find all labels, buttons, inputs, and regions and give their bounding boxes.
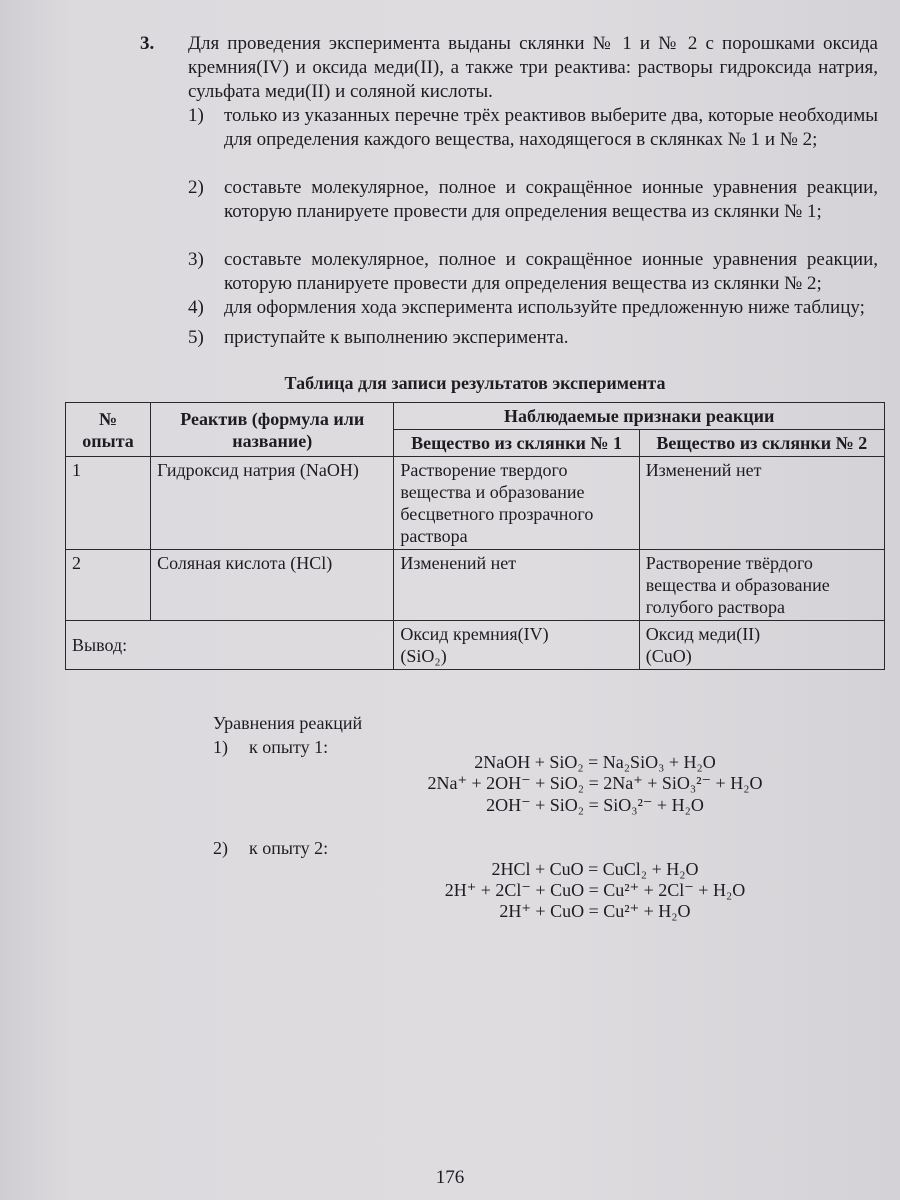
equation-line: 2NaOH + SiO₂ = Na₂SiO₃ + H₂O [474,752,716,772]
equation-label-2 [213,838,328,859]
cell-vial-1: Изменений нет [394,550,639,621]
equations-heading: Уравнения реакций [213,713,363,733]
conclusion-vial-2-formula: CuO [651,646,686,666]
item-text: составьте молекулярное, полное и сокращённое ионные уравнения реакции, которую планируете провести для определения вещества из склянки № 2; [224,249,878,294]
cell-vial-2: Растворение твёрдого вещества и образование голубого раствора [639,550,884,621]
conclusion-label: Вывод: [66,621,394,670]
cell-reagent: Гидроксид натрия (NaOH) [151,457,394,550]
equation-line: 2H⁺ + CuO = Cu²⁺ + H₂O [499,901,691,921]
equation-line: 2OH⁻ + SiO₂ = SiO₃²⁻ + H₂O [486,795,704,815]
item-number: 4) [188,297,204,318]
table-caption: Таблица для записи результатов эксперимента [284,373,666,393]
cell-num: 2 [66,550,151,621]
item-text: для оформления хода эксперимента используйте предложенную ниже таблицу; [224,297,865,318]
table-row [66,457,885,550]
equation-line: 2Na⁺ + 2OH⁻ + SiO₂ = 2Na⁺ + SiO₃²⁻ + H₂O [427,773,763,793]
cell-num: 1 [66,457,151,550]
header-observed: Наблюдаемые признаки реакции [394,403,885,430]
header-vial-2: Вещество из склянки № 2 [639,430,884,457]
item-number: 1) [188,105,204,126]
conclusion-vial-2-name: Оксид меди(II) [645,624,761,644]
item-text: приступайте к выполнению эксперимента. [224,327,569,348]
conclusion-row [66,621,885,670]
cell-vial-1: Растворение твердого вещества и образование бесцветного прозрачного раствора [394,457,639,550]
task-intro: Для проведения эксперимента выданы склянки № 1 и № 2 с порошками оксида кремния(IV) и оксида меди(II), а также три реактива: растворы гидроксида натрия, сульфата меди(II) и соляной кислоты. [188,33,878,102]
equation-label-text: к опыту 1: [249,737,329,757]
equation-label-text: к опыту 2: [249,838,329,858]
cell-vial-2: Изменений нет [639,457,884,550]
equation-label-1 [213,737,328,758]
item-number: 3) [188,249,204,270]
header-num: № опыта [66,403,151,457]
conclusion-vial-1: Оксид кремния(IV) (SiO₂) [394,621,639,670]
item-number: 5) [188,327,204,348]
item-text: составьте молекулярное, полное и сокращённое ионные уравнения реакции, которую планируете провести для определения вещества из склянки № 1; [224,177,878,222]
item-number: 2) [188,177,204,198]
task-number: 3. [140,33,155,54]
conclusion-vial-1-formula: SiO₂ [406,646,441,666]
results-table [65,402,885,670]
equation-line: 2HCl + CuO = CuCl₂ + H₂O [491,859,699,879]
cell-reagent: Соляная кислота (HCl) [151,550,394,621]
header-vial-1: Вещество из склянки № 1 [394,430,639,457]
equation-label-number: 1) [213,737,228,757]
page-number: 176 [435,1167,465,1188]
equation-label-number: 2) [213,838,228,858]
table-row [66,550,885,621]
equation-line: 2H⁺ + 2Cl⁻ + CuO = Cu²⁺ + 2Cl⁻ + H₂O [444,880,746,900]
item-text: только из указанных перечне трёх реактивов выберите два, которые необходимы для определения каждого вещества, находящегося в склянках № 1 и № 2; [224,105,878,150]
conclusion-vial-1-name: Оксид кремния(IV) [400,624,549,644]
conclusion-vial-2: Оксид меди(II) (CuO) [639,621,884,670]
header-reagent: Реактив (формула или название) [151,403,394,457]
